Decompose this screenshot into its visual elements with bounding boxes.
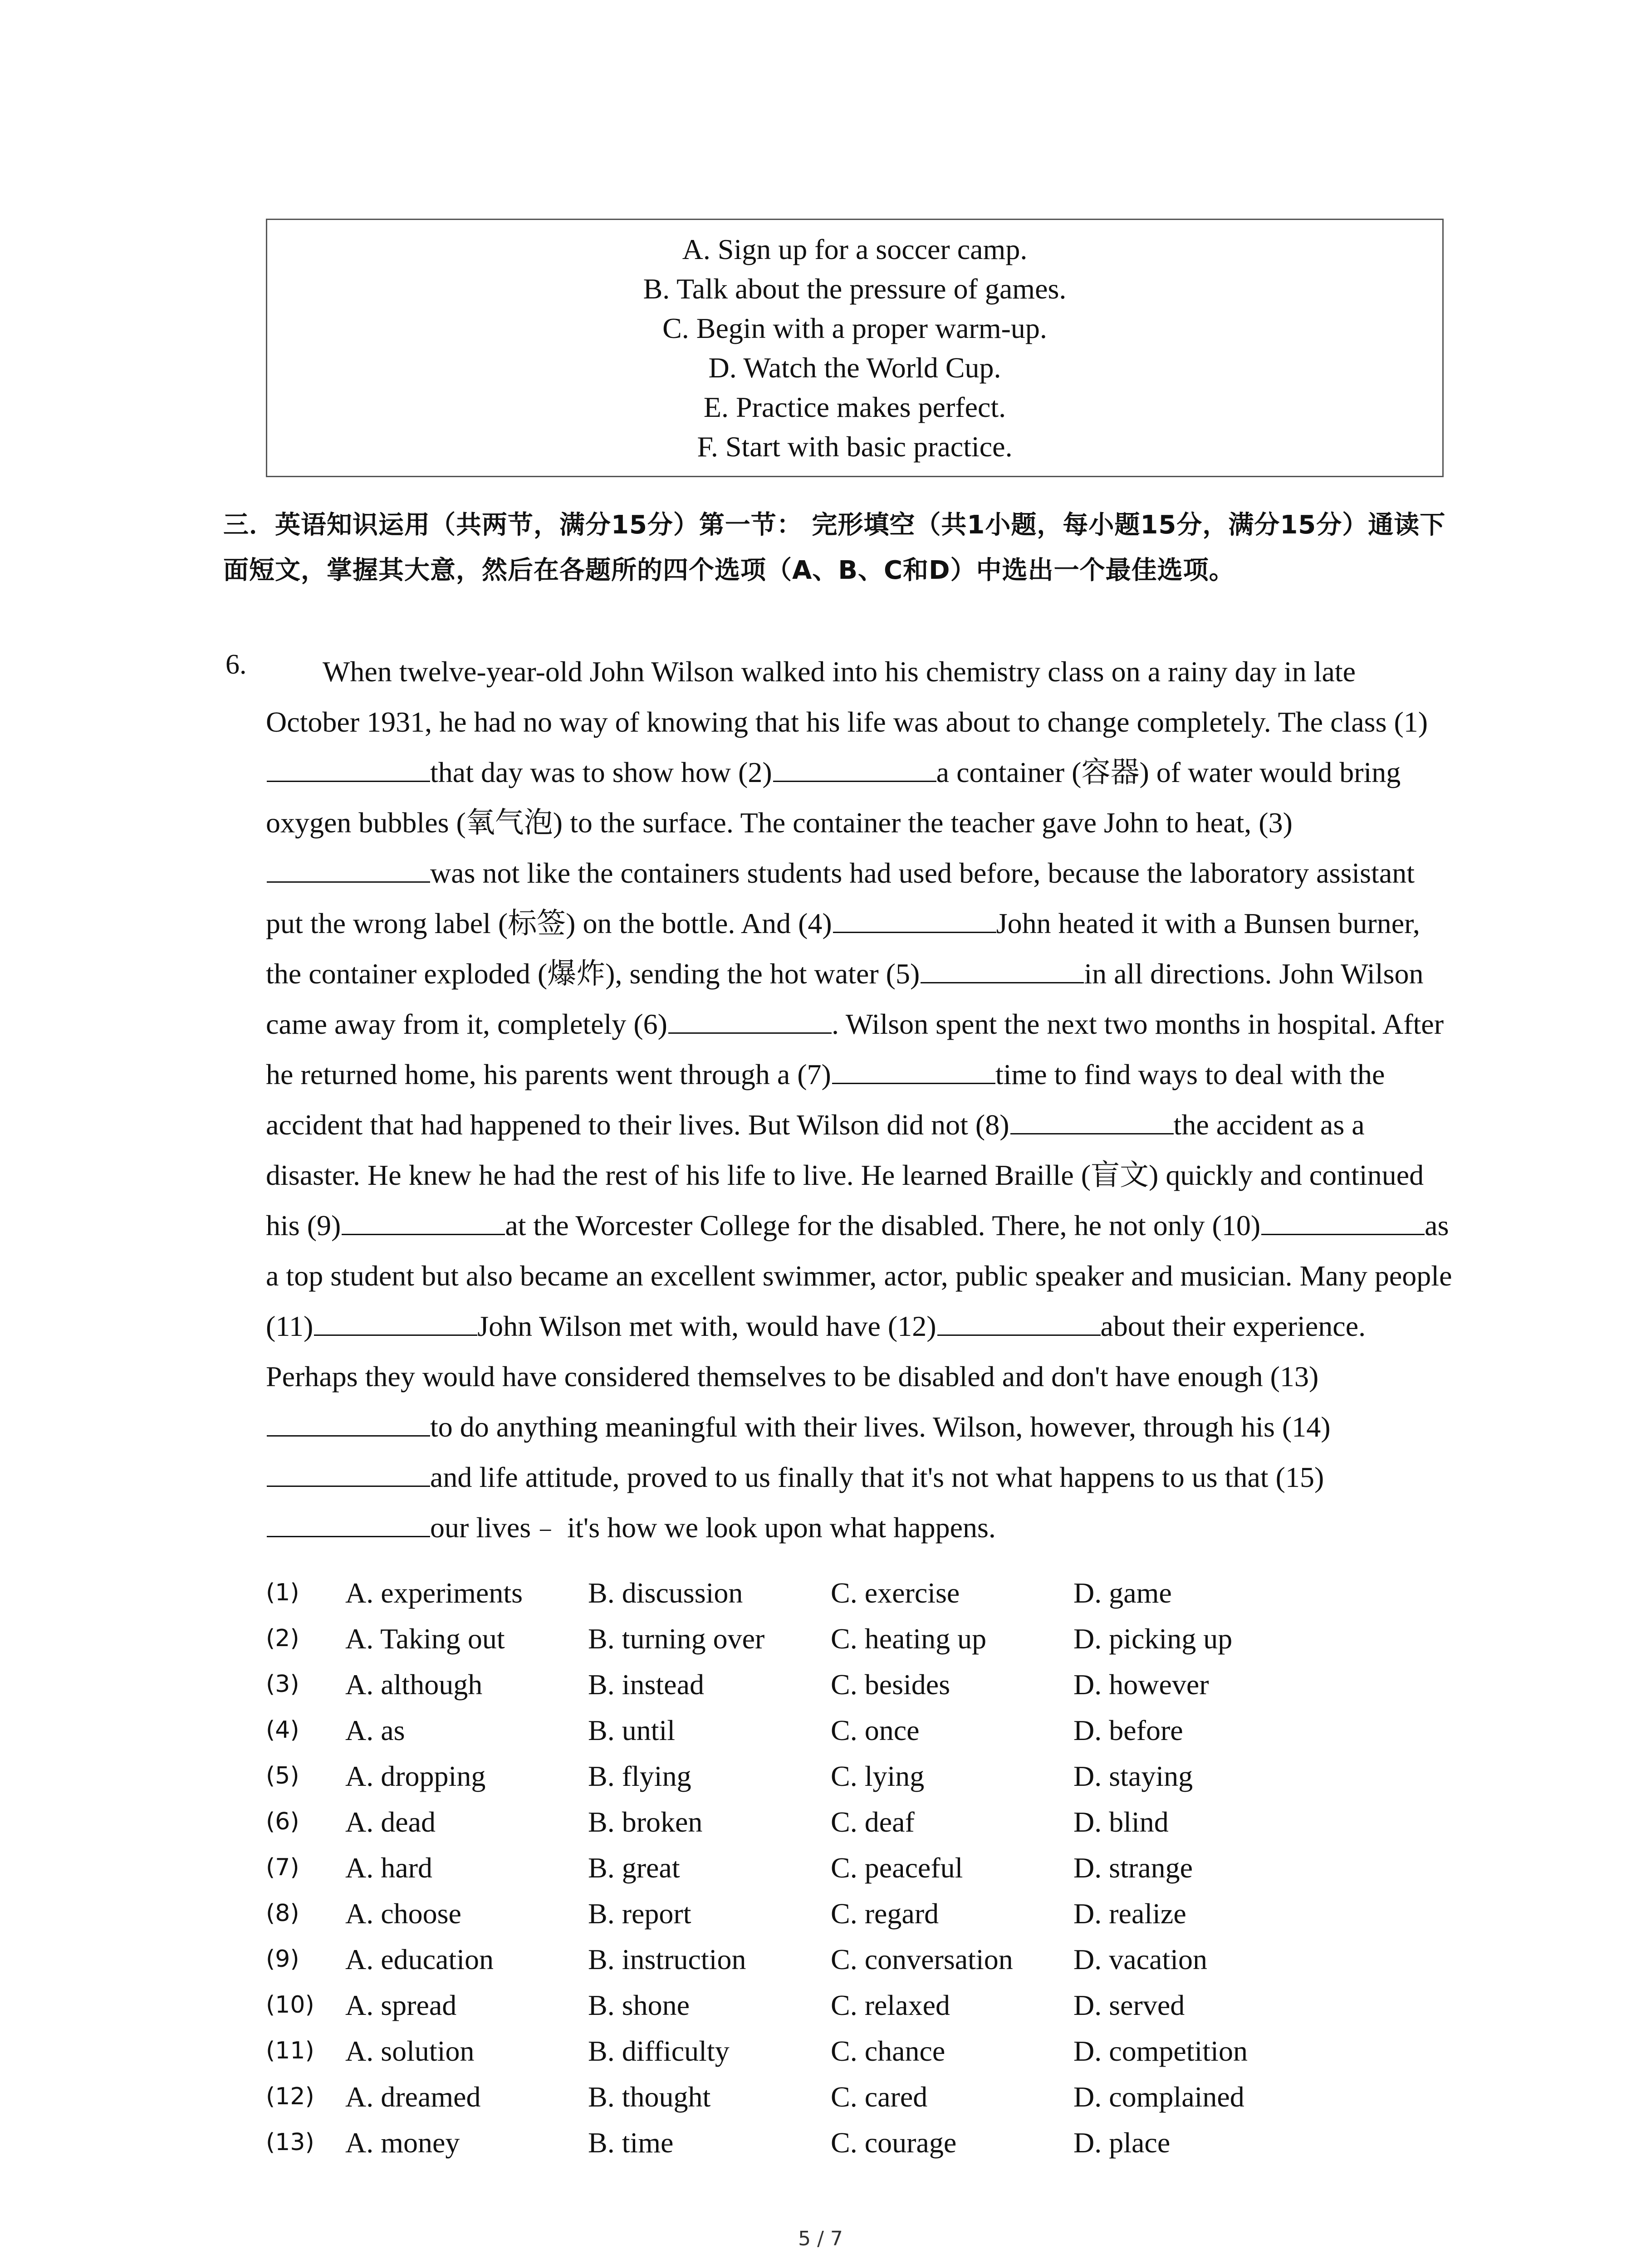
option-b[interactable]: B. time xyxy=(588,2126,674,2159)
option-number: (1) xyxy=(266,1579,299,1606)
option-c[interactable]: C. peaceful xyxy=(831,1852,963,1884)
option-number: (7) xyxy=(266,1854,299,1881)
option-a[interactable]: A. as xyxy=(345,1714,405,1746)
option-number: (12) xyxy=(266,2083,314,2110)
page-number: 5 / 7 xyxy=(798,2227,843,2250)
option-d[interactable]: D. before xyxy=(1073,1714,1183,1746)
box-option-d: D. Watch the World Cup. xyxy=(708,352,1001,384)
option-a[interactable]: A. spread xyxy=(345,1989,457,2021)
passage-segment: as a top student but also became an excellent swimmer, actor, public speaker and musician. Many people (11) xyxy=(266,1209,1452,1342)
option-b[interactable]: B. difficulty xyxy=(588,2035,730,2067)
passage-segment: a container (容器) of water would bring oxygen bubbles (氧气泡) to the surface. The container the teacher gave John to heat, (3) xyxy=(266,756,1401,839)
option-b[interactable]: B. broken xyxy=(588,1806,703,1838)
passage-segment: When twelve-year-old John Wilson walked into his chemistry class on a rainy day in late October 1931, he had no way of knowing that his life was about to change completely. The class (1) xyxy=(266,655,1428,738)
passage-segment: that day was to show how (2) xyxy=(430,756,772,788)
option-d[interactable]: D. staying xyxy=(1073,1760,1193,1792)
blank-1[interactable] xyxy=(267,758,430,782)
option-row xyxy=(266,2034,1445,2080)
option-c[interactable]: C. heating up xyxy=(831,1623,987,1655)
option-number: (4) xyxy=(266,1716,299,1744)
option-c[interactable]: C. once xyxy=(831,1714,920,1746)
box-option-e: E. Practice makes perfect. xyxy=(703,391,1006,423)
option-number: (3) xyxy=(266,1671,299,1698)
option-row xyxy=(266,1989,1445,2034)
box-option-b: B. Talk about the pressure of games. xyxy=(643,273,1067,305)
option-b[interactable]: B. instruction xyxy=(588,1943,746,1975)
option-row xyxy=(266,2080,1445,2126)
option-b[interactable]: B. until xyxy=(588,1714,676,1746)
option-number: (9) xyxy=(266,1945,299,1973)
blank-13[interactable] xyxy=(267,1413,430,1437)
option-c[interactable]: C. besides xyxy=(831,1668,950,1701)
blank-14[interactable] xyxy=(267,1463,430,1487)
blank-9[interactable] xyxy=(342,1211,505,1235)
option-c[interactable]: C. cared xyxy=(831,2081,928,2113)
option-row xyxy=(266,1760,1445,1805)
blank-3[interactable] xyxy=(267,859,430,883)
option-a[interactable]: A. although xyxy=(345,1668,483,1701)
option-number: (11) xyxy=(266,2037,314,2064)
blank-2[interactable] xyxy=(773,758,936,782)
option-c[interactable]: C. lying xyxy=(831,1760,925,1792)
option-d[interactable]: D. however xyxy=(1073,1668,1209,1701)
option-number: (8) xyxy=(266,1900,299,1927)
option-a[interactable]: A. Taking out xyxy=(345,1623,505,1655)
option-a[interactable]: A. choose xyxy=(345,1897,461,1930)
option-a[interactable]: A. education xyxy=(345,1943,494,1975)
blank-12[interactable] xyxy=(937,1312,1101,1336)
option-row xyxy=(266,1897,1445,1943)
passage-segment: in all directions. John Wilson came away from it, completely (6) xyxy=(266,958,1424,1040)
option-row xyxy=(266,1851,1445,1897)
passage-segment: was not like the containers students had used before, because the laboratory assistant put the wrong label (标签) on the bottle. And (4) xyxy=(266,857,1415,939)
option-row xyxy=(266,1622,1445,1668)
option-b[interactable]: B. report xyxy=(588,1897,691,1930)
option-row xyxy=(266,2126,1445,2172)
option-d[interactable]: D. served xyxy=(1073,1989,1185,2021)
option-a[interactable]: A. dreamed xyxy=(345,2081,481,2113)
blank-8[interactable] xyxy=(1010,1110,1174,1134)
passage-segment: at the Worcester College for the disabled. There, he not only (10) xyxy=(505,1209,1261,1242)
option-row xyxy=(266,1805,1445,1851)
option-d[interactable]: D. strange xyxy=(1073,1852,1193,1884)
option-b[interactable]: B. great xyxy=(588,1852,680,1884)
box-option-f: F. Start with basic practice. xyxy=(697,430,1013,463)
option-a[interactable]: A. solution xyxy=(345,2035,475,2067)
passage-segment: the accident as a disaster. He knew he had the rest of his life to live. He learned Braille (盲文) quickly and continued his (9) xyxy=(266,1109,1424,1242)
passage-segment: . Wilson spent the next two months in hospital. After he returned home, his parents went through a (7) xyxy=(266,1008,1444,1090)
question-number: 6. xyxy=(225,649,247,680)
box-option-c: C. Begin with a proper warm-up. xyxy=(662,312,1047,344)
blank-7[interactable] xyxy=(832,1060,995,1084)
option-row xyxy=(266,1576,1445,1622)
blank-6[interactable] xyxy=(668,1010,832,1034)
option-c[interactable]: C. courage xyxy=(831,2126,957,2159)
options-box xyxy=(266,219,1444,477)
passage-segment: John Wilson met with, would have (12) xyxy=(477,1310,936,1342)
passage-segment: our lives﹣ it's how we look upon what happens. xyxy=(430,1511,996,1544)
option-d[interactable]: D. picking up xyxy=(1073,1623,1233,1655)
passage-segment: John heated it with a Bunsen burner, the container exploded (爆炸), sending the hot water (5) xyxy=(266,907,1420,990)
option-b[interactable]: B. turning over xyxy=(588,1623,765,1655)
option-a[interactable]: A. experiments xyxy=(345,1577,523,1609)
option-number: (10) xyxy=(266,1991,314,2019)
blank-11[interactable] xyxy=(314,1312,477,1336)
option-row xyxy=(266,1943,1445,1989)
box-option-a: A. Sign up for a soccer camp. xyxy=(682,233,1028,265)
option-b[interactable]: B. instead xyxy=(588,1668,704,1701)
option-number: (5) xyxy=(266,1762,299,1789)
blank-15[interactable] xyxy=(267,1513,430,1537)
blank-4[interactable] xyxy=(833,909,996,933)
cloze-passage xyxy=(266,646,1455,1553)
option-c[interactable]: C. chance xyxy=(831,2035,945,2067)
blank-10[interactable] xyxy=(1261,1211,1425,1235)
option-number: (6) xyxy=(266,1808,299,1835)
passage-segment: to do anything meaningful with their lives. Wilson, however, through his (14) xyxy=(430,1411,1331,1443)
option-d[interactable]: D. blind xyxy=(1073,1806,1169,1838)
passage-segment: about their experience. Perhaps they would have considered themselves to be disabled and don't have enough (13) xyxy=(266,1310,1366,1393)
answer-options xyxy=(266,1576,1445,2172)
option-a[interactable]: A. dropping xyxy=(345,1760,486,1792)
option-d[interactable]: D. vacation xyxy=(1073,1943,1207,1975)
option-b[interactable]: B. thought xyxy=(588,2081,711,2113)
option-c[interactable]: C. exercise xyxy=(831,1577,960,1609)
option-d[interactable]: D. competition xyxy=(1073,2035,1248,2067)
option-c[interactable]: C. deaf xyxy=(831,1806,915,1838)
option-b[interactable]: B. flying xyxy=(588,1760,691,1792)
option-c[interactable]: C. conversation xyxy=(831,1943,1013,1975)
option-number: (2) xyxy=(266,1625,299,1652)
option-a[interactable]: A. dead xyxy=(345,1806,436,1838)
blank-5[interactable] xyxy=(921,959,1084,983)
section-heading: 三．英语知识运用（共两节，满分15分）第一节： 完形填空（共1小题，每小题15分，满分15分）通读下面短文，掌握其大意，然后在各题所的四个选项（A、B、C和D）中选出一个最佳选项。 xyxy=(223,510,1446,585)
option-row xyxy=(266,1668,1445,1714)
option-a[interactable]: A. hard xyxy=(345,1852,432,1884)
option-d[interactable]: D. place xyxy=(1073,2126,1171,2159)
option-c[interactable]: C. regard xyxy=(831,1897,939,1930)
option-number: (13) xyxy=(266,2129,314,2156)
option-row xyxy=(266,1714,1445,1760)
option-d[interactable]: D. complained xyxy=(1073,2081,1244,2113)
option-b[interactable]: B. discussion xyxy=(588,1577,743,1609)
option-d[interactable]: D. game xyxy=(1073,1577,1172,1609)
passage-segment: time to find ways to deal with the accident that had happened to their lives. But Wilson did not (8) xyxy=(266,1058,1385,1141)
option-b[interactable]: B. shone xyxy=(588,1989,690,2021)
option-d[interactable]: D. realize xyxy=(1073,1897,1186,1930)
passage-segment: and life attitude, proved to us finally that it's not what happens to us that (15) xyxy=(430,1461,1324,1493)
option-a[interactable]: A. money xyxy=(345,2126,460,2159)
option-c[interactable]: C. relaxed xyxy=(831,1989,950,2021)
